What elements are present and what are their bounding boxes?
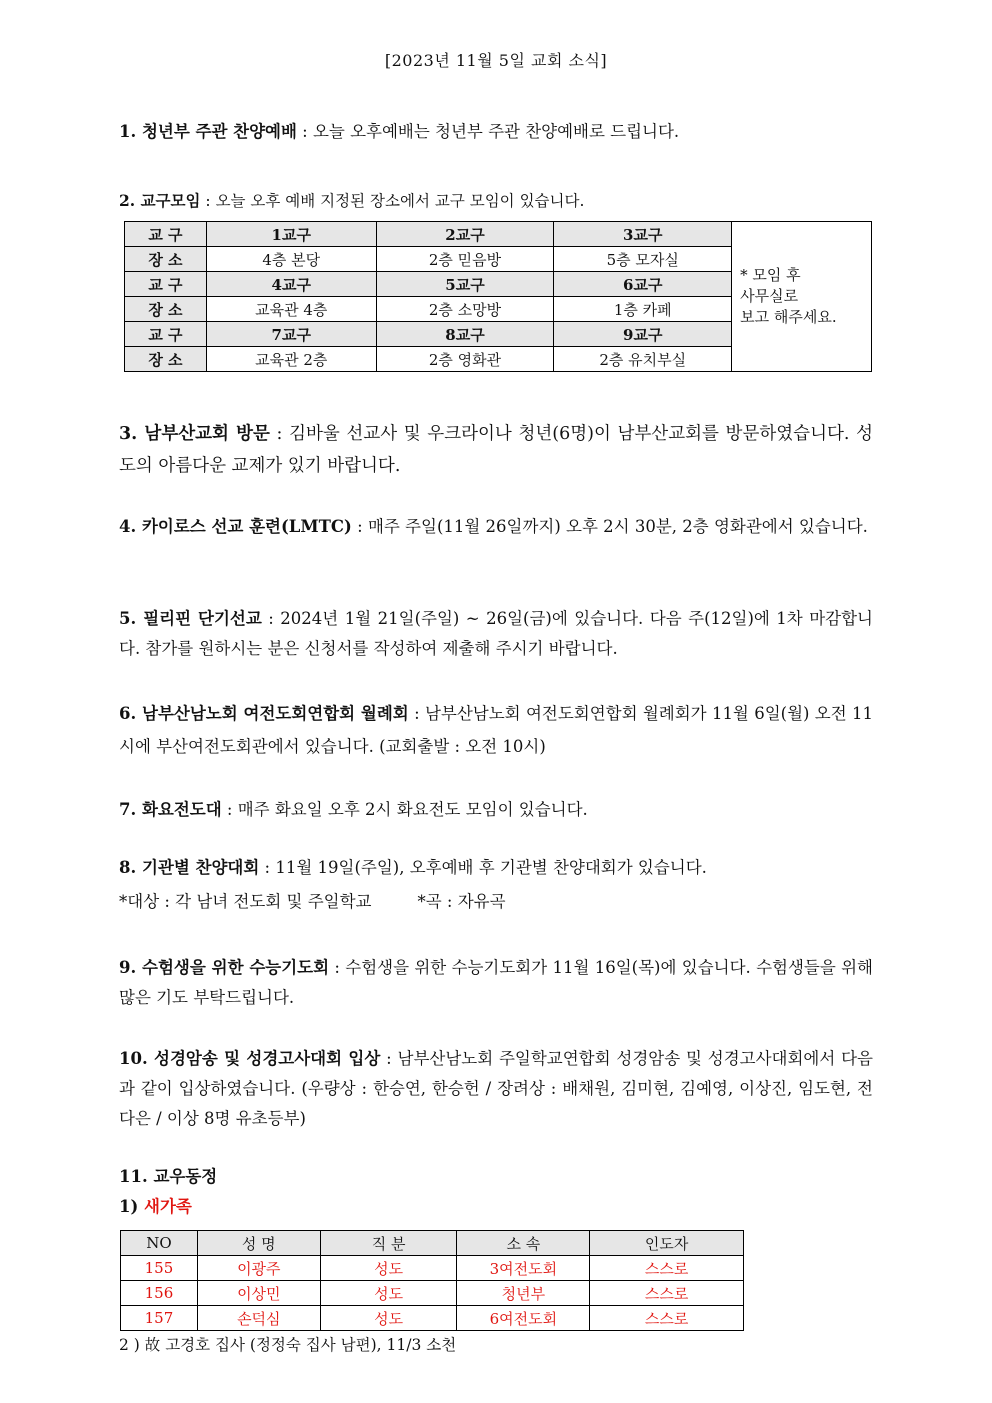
table-cell: 3여전도회 xyxy=(457,1256,590,1281)
bulletin-title: [2023년 11월 5일 교회 소식] xyxy=(384,51,608,70)
new-family-heading-label: 새가족 xyxy=(144,1197,192,1216)
district-row-head: 교 구 xyxy=(125,272,207,297)
item-body: 남부산남노회 주일학교연합회 성경암송 및 성경고사대회에서 다음과 같이 입상하였습니다. (우량상 : 한승연, 한승헌 / 장려상 : 배채원, 김미현, 김예영, 이상진, 임도현, 전다은 / 이상 8명 유초등부) xyxy=(119,1049,873,1128)
item-heading: 10. 성경암송 및 성경고사대회 입상 xyxy=(119,1049,381,1068)
song-note: *곡 : 자유곡 xyxy=(417,892,506,911)
table-cell: 성도 xyxy=(320,1256,457,1281)
news-item-6 xyxy=(119,697,873,763)
district-cell: 4교구 xyxy=(206,272,376,297)
item-body: 남부산남노회 여전도회연합회 월례회가 11월 6일(월) 오전 11시에 부산여전도회관에서 있습니다. (교회출발 : 오전 10시) xyxy=(119,704,873,756)
district-cell: 2층 소망방 xyxy=(376,297,554,322)
item-sep: : xyxy=(200,192,216,210)
table-cell: 성도 xyxy=(320,1281,457,1306)
table-cell: 스스로 xyxy=(590,1256,744,1281)
district-cell: 1교구 xyxy=(206,222,376,247)
col-header: 소 속 xyxy=(457,1231,590,1256)
district-cell: 8교구 xyxy=(376,322,554,347)
table-cell: 157 xyxy=(121,1306,198,1331)
item-body: 매주 화요일 오후 2시 화요전도 모임이 있습니다. xyxy=(237,800,588,819)
table-cell: 스스로 xyxy=(590,1306,744,1331)
district-cell: 5교구 xyxy=(376,272,554,297)
district-cell: 교육관 2층 xyxy=(206,347,376,372)
table-cell: 이상민 xyxy=(197,1281,320,1306)
news-item-2 xyxy=(119,186,873,216)
item-heading: 7. 화요전도대 xyxy=(119,800,222,819)
item-heading: 1. 청년부 주관 찬양예배 xyxy=(119,122,297,141)
item-body: 매주 주일(11월 26일까지) 오후 2시 30분, 2층 영화관에서 있습니다. xyxy=(367,517,868,536)
item-sep: : xyxy=(408,704,425,723)
item-sep: : xyxy=(351,517,368,536)
district-cell: 2층 믿음방 xyxy=(376,247,554,272)
district-cell: 2층 유치부실 xyxy=(554,347,732,372)
item-body: 오늘 오후 예배 지정된 장소에서 교구 모임이 있습니다. xyxy=(215,192,585,210)
district-cell: 5층 모자실 xyxy=(554,247,732,272)
item-heading: 6. 남부산남노회 여전도회연합회 월례회 xyxy=(119,704,409,723)
item-sep: : xyxy=(221,800,238,819)
col-header: NO xyxy=(121,1231,198,1256)
district-cell: 9교구 xyxy=(554,322,732,347)
table-cell: 6여전도회 xyxy=(457,1306,590,1331)
district-table xyxy=(124,221,872,372)
item-sep: : xyxy=(259,858,276,877)
table-cell: 청년부 xyxy=(457,1281,590,1306)
item-sep: : xyxy=(296,122,313,141)
item-body: 2024년 1월 21일(주일) ~ 26일(금)에 있습니다. 다음 주(12일)에 1차 마감합니다. 참가를 원하시는 분은 신청서를 작성하여 제출해 주시기 바랍니다. xyxy=(119,609,873,658)
item-sep: : xyxy=(380,1049,398,1068)
news-item-5 xyxy=(119,604,873,664)
news-item-8-details xyxy=(119,887,873,917)
district-note: * 모임 후 사무실로 보고 해주세요. xyxy=(732,222,872,372)
new-family-heading xyxy=(119,1193,192,1217)
table-row xyxy=(121,1306,744,1331)
district-cell: 6교구 xyxy=(554,272,732,297)
item-sep: : xyxy=(269,424,290,444)
district-cell: 2교구 xyxy=(376,222,554,247)
district-cell: 4층 본당 xyxy=(206,247,376,272)
col-header: 인도자 xyxy=(590,1231,744,1256)
item-body: 11월 19일(주일), 오후예배 후 기관별 찬양대회가 있습니다. xyxy=(275,858,707,877)
condolence-note: 2 ) 故 고경호 집사 (정정숙 집사 남편), 11/3 소천 xyxy=(119,1336,457,1354)
district-cell: 2층 영화관 xyxy=(376,347,554,372)
district-cell: 7교구 xyxy=(206,322,376,347)
new-family-heading-num: 1) xyxy=(119,1197,139,1216)
item-heading: 8. 기관별 찬양대회 xyxy=(119,858,260,877)
table-cell: 스스로 xyxy=(590,1281,744,1306)
table-row xyxy=(121,1256,744,1281)
district-row-head: 교 구 xyxy=(125,322,207,347)
table-cell: 성도 xyxy=(320,1306,457,1331)
news-item-9 xyxy=(119,953,873,1013)
table-cell: 이광주 xyxy=(197,1256,320,1281)
item-body: 오늘 오후예배는 청년부 주관 찬양예배로 드립니다. xyxy=(312,122,680,141)
item-heading: 5. 필리핀 단기선교 xyxy=(119,609,262,628)
table-cell: 156 xyxy=(121,1281,198,1306)
district-row-head: 교 구 xyxy=(125,222,207,247)
table-cell: 155 xyxy=(121,1256,198,1281)
news-item-7 xyxy=(119,795,873,825)
target-note: *대상 : 각 남녀 전도회 및 주일학교 xyxy=(119,892,372,911)
item-sep: : xyxy=(329,958,346,977)
news-item-1 xyxy=(119,117,873,147)
item-body: 김바울 선교사 및 우크라이나 청년(6명)이 남부산교회를 방문하였습니다. 성도의 아름다운 교제가 있기 바랍니다. xyxy=(119,424,873,476)
item-sep: : xyxy=(261,609,281,628)
item-heading: 2. 교구모임 xyxy=(119,191,201,210)
district-row-head: 장 소 xyxy=(125,347,207,372)
table-cell: 손덕심 xyxy=(197,1306,320,1331)
district-cell: 1층 카페 xyxy=(554,297,732,322)
district-cell: 교육관 4층 xyxy=(206,297,376,322)
new-family-table xyxy=(120,1230,744,1331)
district-cell: 3교구 xyxy=(554,222,732,247)
news-item-11 xyxy=(119,1162,873,1192)
item-heading: 3. 남부산교회 방문 xyxy=(119,424,270,444)
table-row xyxy=(121,1281,744,1306)
news-item-8 xyxy=(119,853,873,883)
item-body: 수험생을 위한 수능기도회가 11월 16일(목)에 있습니다. 수험생들을 위해 많은 기도 부탁드립니다. xyxy=(119,958,873,1007)
item-heading: 4. 카이로스 선교 훈련(LMTC) xyxy=(119,517,352,536)
item-heading: 11. 교우동정 xyxy=(119,1167,218,1186)
news-item-4 xyxy=(119,512,873,542)
item-heading: 9. 수험생을 위한 수능기도회 xyxy=(119,958,330,977)
col-header: 성 명 xyxy=(197,1231,320,1256)
district-row-head: 장 소 xyxy=(125,247,207,272)
news-item-10 xyxy=(119,1044,873,1134)
news-item-3 xyxy=(119,418,873,482)
col-header: 직 분 xyxy=(320,1231,457,1256)
district-row-head: 장 소 xyxy=(125,297,207,322)
